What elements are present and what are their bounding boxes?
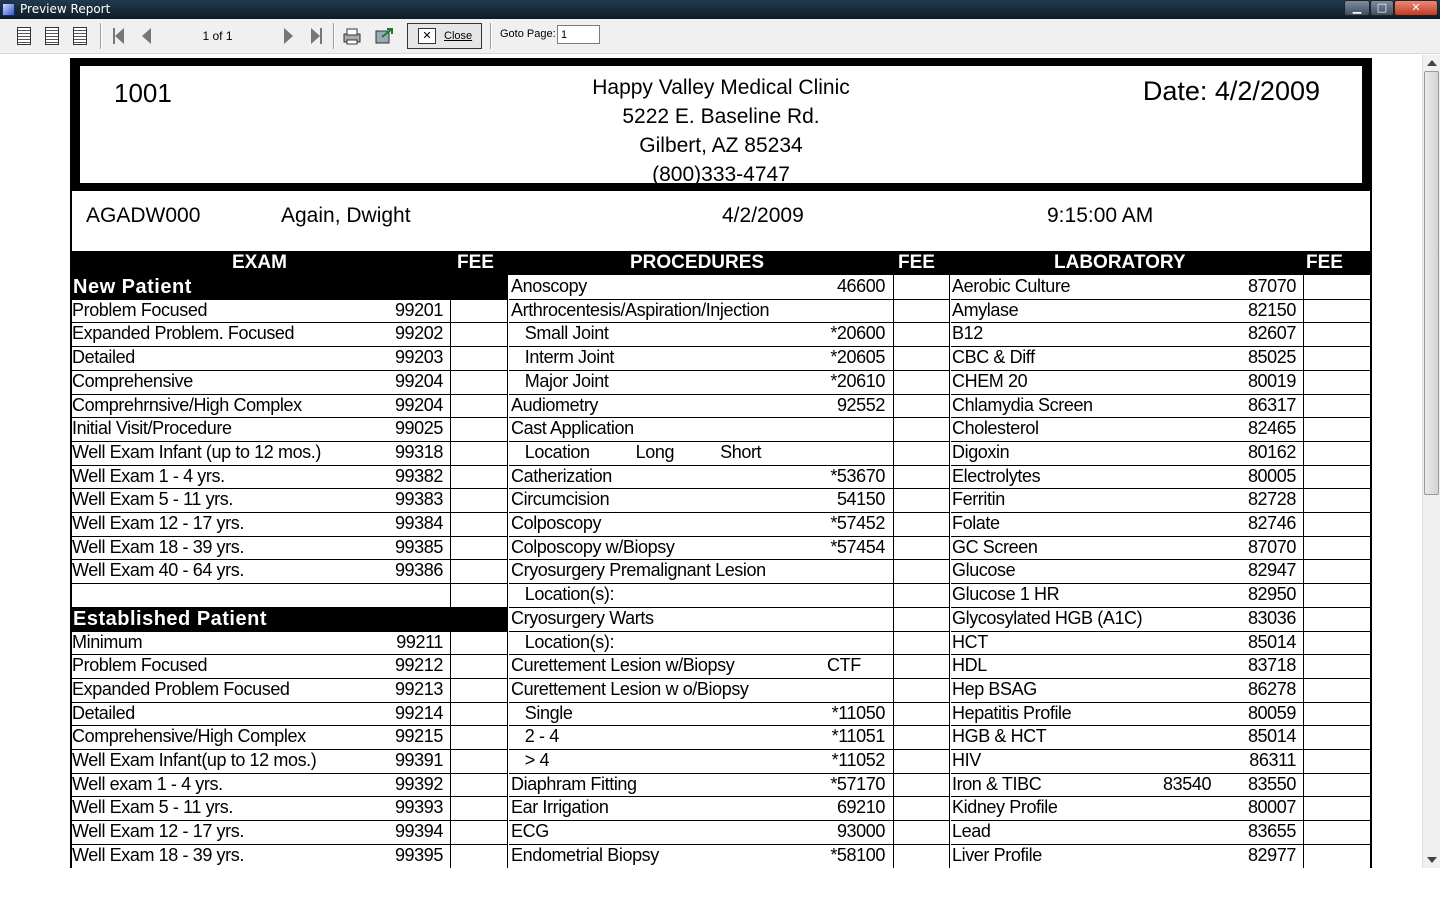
- exam-row-code: 99384: [394, 513, 443, 533]
- procedure-row-code: *57454: [830, 537, 885, 557]
- procedure-row-code: 54150: [836, 489, 885, 509]
- procedures-fee-header: FEE: [898, 252, 935, 273]
- procedure-row-name: Small Joint: [511, 323, 609, 343]
- lab-row-code: 85025: [1247, 347, 1296, 367]
- procedure-row-code: *20610: [830, 371, 885, 391]
- procedure-row-name: Single: [511, 703, 573, 723]
- exam-row-name: Problem Focused: [72, 300, 208, 320]
- exam-row-code: 99202: [394, 323, 443, 343]
- procedure-row-name: Endometrial Biopsy: [511, 845, 659, 865]
- lab-row-code: 85014: [1247, 726, 1296, 746]
- report-viewport: [0, 55, 1422, 868]
- exam-row-name: Expanded Problem Focused: [72, 679, 290, 699]
- exam-row-name: Well Exam 18 - 39 yrs.: [72, 845, 244, 865]
- lab-row-code: 83550: [1247, 774, 1296, 794]
- close-label: Close: [444, 30, 473, 42]
- clinic-phone: (800)333-4747: [652, 163, 790, 186]
- procedure-row-name: Cryosurgery Premalignant Lesion: [511, 560, 766, 580]
- lab-row-code: 85014: [1247, 632, 1296, 652]
- lab-row-name: Digoxin: [952, 442, 1010, 462]
- prev-page-button[interactable]: [134, 24, 158, 48]
- lab-row-code: 82607: [1247, 323, 1296, 343]
- lab-row-name: HDL: [952, 655, 987, 675]
- vertical-scrollbar[interactable]: [1422, 55, 1440, 868]
- procedure-row-name: Location(s):: [511, 632, 615, 652]
- lab-row-code: 87070: [1247, 276, 1296, 296]
- lab-row-code: 80162: [1247, 442, 1296, 462]
- clinic-street: 5222 E. Baseline Rd.: [622, 105, 820, 128]
- clinic-name: Happy Valley Medical Clinic: [592, 76, 850, 99]
- lab-row-name: CBC & Diff: [952, 347, 1035, 367]
- last-page-button[interactable]: [304, 24, 328, 48]
- procedure-row-name: Interm Joint: [511, 347, 615, 367]
- exam-row-name: Well Exam 12 - 17 yrs.: [72, 821, 244, 841]
- exam-row-name: Well Exam 12 - 17 yrs.: [72, 513, 244, 533]
- procedure-row-name: Catherization: [511, 466, 612, 486]
- exam-row-name: Well Exam 40 - 64 yrs.: [72, 560, 244, 580]
- exam-row-code: 99204: [394, 395, 443, 415]
- lab-row-name: GC Screen: [952, 537, 1038, 557]
- whole-page-button[interactable]: [12, 24, 36, 48]
- exam-row-code: 99395: [394, 845, 443, 865]
- exam-row-code: 99393: [394, 797, 443, 817]
- exam-row-code: 99215: [394, 726, 443, 746]
- exam-row-code: 99392: [394, 774, 443, 794]
- row-rule: [951, 488, 1370, 489]
- exam-row-code: 99385: [394, 537, 443, 557]
- lab-row-code: 82950: [1247, 584, 1296, 604]
- lab-row-name: Electrolytes: [952, 466, 1041, 486]
- procedure-row-name: Audiometry: [511, 395, 599, 415]
- lab-row-code: 87070: [1247, 537, 1296, 557]
- row-rule: [951, 441, 1370, 442]
- column-divider: [450, 275, 451, 868]
- procedure-row-code: *20600: [830, 323, 885, 343]
- exam-row-name: Well exam 1 - 4 yrs.: [72, 774, 223, 794]
- lab-row-name: Cholesterol: [952, 418, 1039, 438]
- procedure-row-code: *58100: [830, 845, 885, 865]
- lab-row-code: 80007: [1247, 797, 1296, 817]
- export-button[interactable]: [372, 24, 396, 48]
- last-page-icon: [311, 28, 320, 44]
- last-page-bar-icon: [320, 28, 322, 44]
- lab-row-code: 80059: [1247, 703, 1296, 723]
- procedure-row-name: Location(s):: [511, 584, 615, 604]
- procedure-row-name: Cast Application: [511, 418, 634, 438]
- clinic-city: Gilbert, AZ 85234: [639, 134, 803, 157]
- goto-page-label: Goto Page:: [500, 28, 556, 40]
- laboratory-fee-header: FEE: [1306, 252, 1343, 273]
- procedure-row-name: Colposcopy: [511, 513, 602, 533]
- procedure-row-name: Circumcision: [511, 489, 610, 509]
- row-rule: [951, 749, 1370, 750]
- lab-row-name: HIV: [952, 750, 981, 770]
- procedure-row-name: Location Long Short: [511, 442, 762, 462]
- procedure-row-name: Ear Irrigation: [511, 797, 609, 817]
- section-established-patient: Established Patient: [72, 607, 508, 631]
- lab-row-code: 82746: [1247, 513, 1296, 533]
- procedure-row-name: Diaphram Fitting: [511, 774, 637, 794]
- procedure-row-code: 92552: [836, 395, 885, 415]
- procedure-row-name: Arthrocentesis/Aspiration/Injection: [511, 300, 770, 320]
- minimize-button[interactable]: ▁: [1344, 0, 1370, 16]
- lab-row-code: 82465: [1247, 418, 1296, 438]
- close-preview-button[interactable]: [407, 23, 482, 49]
- page-width-button[interactable]: [40, 24, 64, 48]
- close-icon: ✕: [418, 28, 436, 44]
- row-rule: [951, 654, 1370, 655]
- exam-row-code: 99394: [394, 821, 443, 841]
- exam-row-name: Detailed: [72, 347, 135, 367]
- lab-row-name: Kidney Profile: [952, 797, 1058, 817]
- first-page-button[interactable]: [106, 24, 130, 48]
- prev-page-icon: [142, 28, 151, 44]
- visit-time: 9:15:00 AM: [1047, 204, 1154, 227]
- row-rule: [951, 512, 1370, 513]
- app-icon: [2, 3, 15, 16]
- lab-row-code: 86317: [1247, 395, 1296, 415]
- procedure-row-code: *11051: [831, 726, 885, 746]
- exam-row-code: 99214: [394, 703, 443, 723]
- lab-row-extra: 83540: [1163, 774, 1212, 794]
- lab-row-name: Ferritin: [952, 489, 1005, 509]
- exam-row-code: 99383: [394, 489, 443, 509]
- procedure-row-name: Curettement Lesion w/Biopsy: [511, 655, 735, 675]
- procedure-row-name: Cryosurgery Warts: [511, 608, 654, 628]
- procedure-row-code: *57452: [830, 513, 885, 533]
- lab-row-name: Aerobic Culture: [952, 276, 1071, 296]
- lab-row-name: Iron & TIBC: [952, 774, 1042, 794]
- window-title: Preview Report: [20, 2, 111, 16]
- exam-row-code: 99212: [394, 655, 443, 675]
- lab-row-name: Amylase: [952, 300, 1019, 320]
- exam-fee-header: FEE: [457, 252, 494, 273]
- column-divider: [893, 275, 894, 868]
- toolbar-separator: [490, 23, 492, 49]
- exam-row-name: Well Exam 5 - 11 yrs.: [72, 489, 233, 509]
- exam-row-name: Comprehrnsive/High Complex: [72, 395, 302, 415]
- lab-row-name: CHEM 20: [952, 371, 1028, 391]
- lab-row-code: 86278: [1247, 679, 1296, 699]
- lab-row-code: 82977: [1247, 845, 1296, 865]
- row-rule: [951, 322, 1370, 323]
- toolbar-separator: [333, 23, 335, 49]
- first-page-icon: [115, 28, 124, 44]
- next-page-button[interactable]: [276, 24, 300, 48]
- procedure-row-code: *53670: [830, 466, 885, 486]
- lab-row-name: Hep BSAG: [952, 679, 1037, 699]
- procedure-row-name: > 4: [511, 750, 550, 770]
- exam-row-name: Comprehensive: [72, 371, 193, 391]
- procedure-row-code: *11050: [831, 703, 885, 723]
- scroll-thumb[interactable]: [1424, 71, 1439, 495]
- lab-row-name: Hepatitis Profile: [952, 703, 1072, 723]
- exam-row-name: Well Exam Infant (up to 12 mos.): [72, 442, 321, 462]
- procedure-row-extra: CTF: [827, 655, 861, 675]
- lab-row-name: Folate: [952, 513, 1000, 533]
- exam-row-code: 99213: [394, 679, 443, 699]
- procedure-row-code: *11052: [831, 750, 885, 770]
- lab-row-name: Chlamydia Screen: [952, 395, 1093, 415]
- export-icon: [374, 27, 394, 45]
- report-header-box: [72, 58, 1370, 191]
- lab-row-code: 83036: [1247, 608, 1296, 628]
- row-rule: [951, 631, 1370, 632]
- report-page: [70, 58, 1372, 868]
- section-new-patient: New Patient: [72, 275, 508, 299]
- report-id: 1001: [114, 78, 172, 108]
- lab-row-name: Glucose: [952, 560, 1016, 580]
- procedure-row-code: 93000: [836, 821, 885, 841]
- exam-row-name: Problem Focused: [72, 655, 208, 675]
- next-page-icon: [284, 28, 293, 44]
- lab-row-code: 83655: [1247, 821, 1296, 841]
- exam-row-name: Minimum: [72, 632, 143, 652]
- exam-row-code: 99318: [394, 442, 443, 462]
- patient-code: AGADW000: [86, 204, 201, 227]
- page-indicator: 1 of 1: [202, 29, 233, 43]
- column-divider: [949, 275, 950, 868]
- exam-row-code: 99211: [396, 632, 443, 652]
- procedure-row-code: 46600: [836, 276, 885, 296]
- report-date: Date: 4/2/2009: [1142, 76, 1320, 106]
- lab-row-name: Liver Profile: [952, 845, 1042, 865]
- zoom-100-button[interactable]: [68, 24, 92, 48]
- scroll-up-icon[interactable]: [1427, 60, 1437, 66]
- lab-row-name: B12: [952, 323, 983, 343]
- toolbar-separator: [100, 23, 102, 49]
- exam-row-name: Well Exam 5 - 11 yrs.: [72, 797, 233, 817]
- column-divider: [507, 275, 508, 868]
- exam-row-code: 99391: [394, 750, 443, 770]
- exam-row-code: 99204: [394, 371, 443, 391]
- exam-header: EXAM: [232, 252, 287, 273]
- procedure-row-code: *20605: [830, 347, 885, 367]
- procedure-row-name: Major Joint: [511, 371, 609, 391]
- procedure-row-name: Anoscopy: [511, 276, 587, 296]
- procedure-row-name: Curettement Lesion w o/Biopsy: [511, 679, 749, 699]
- laboratory-header: LABORATORY: [1054, 252, 1186, 273]
- exam-row-name: Detailed: [72, 703, 135, 723]
- printer-icon: [342, 27, 362, 45]
- exam-row-name: Expanded Problem. Focused: [72, 323, 295, 343]
- column-divider: [1303, 275, 1304, 868]
- exam-row-name: Well Exam 18 - 39 yrs.: [72, 537, 244, 557]
- lab-row-code: 82150: [1247, 300, 1296, 320]
- exam-row-code: 99386: [394, 560, 443, 580]
- lab-row-code: 80019: [1247, 371, 1296, 391]
- procedure-row-code: *57170: [830, 774, 885, 794]
- maximize-button[interactable]: □: [1370, 0, 1394, 16]
- lab-row-name: HCT: [952, 632, 988, 652]
- lab-row-code: 82728: [1247, 489, 1296, 509]
- patient-name: Again, Dwight: [281, 204, 411, 227]
- exam-row-name: Initial Visit/Procedure: [72, 418, 232, 438]
- exam-row-code: 99025: [394, 418, 443, 438]
- goto-page-input[interactable]: [557, 25, 600, 44]
- scroll-down-icon[interactable]: [1427, 857, 1437, 863]
- procedure-row-name: ECG: [511, 821, 549, 841]
- row-rule: [951, 820, 1370, 821]
- close-window-button[interactable]: ✕: [1394, 0, 1438, 16]
- exam-row-name: Comprehensive/High Complex: [72, 726, 306, 746]
- exam-row-name: Well Exam 1 - 4 yrs.: [72, 466, 225, 486]
- zoom-icon: [73, 27, 87, 45]
- visit-date: 4/2/2009: [722, 204, 804, 227]
- lab-row-name: Glucose 1 HR: [952, 584, 1060, 604]
- toolbar: [0, 19, 1440, 54]
- row-rule: [72, 583, 507, 584]
- whole-page-icon: [17, 27, 31, 45]
- procedure-row-name: Colposcopy w/Biopsy: [511, 537, 675, 557]
- lab-row-code: 86311: [1249, 750, 1296, 770]
- lab-row-name: Lead: [952, 821, 991, 841]
- exam-row-code: 99382: [394, 466, 443, 486]
- lab-row-code: 80005: [1247, 466, 1296, 486]
- procedures-header: PROCEDURES: [630, 252, 765, 273]
- column-header-bar: [72, 251, 1370, 275]
- print-button[interactable]: [340, 24, 364, 48]
- exam-row-code: 99203: [394, 347, 443, 367]
- lab-row-name: Glycosylated HGB (A1C): [952, 608, 1143, 628]
- page-width-icon: [45, 27, 59, 45]
- lab-row-code: 82947: [1247, 560, 1296, 580]
- procedure-row-name: 2 - 4: [511, 726, 559, 746]
- exam-row-code: 99201: [394, 300, 443, 320]
- title-bar: [0, 0, 1440, 19]
- lab-row-name: HGB & HCT: [952, 726, 1047, 746]
- procedure-row-code: 69210: [836, 797, 885, 817]
- exam-row-name: Well Exam Infant(up to 12 mos.): [72, 750, 317, 770]
- lab-row-code: 83718: [1247, 655, 1296, 675]
